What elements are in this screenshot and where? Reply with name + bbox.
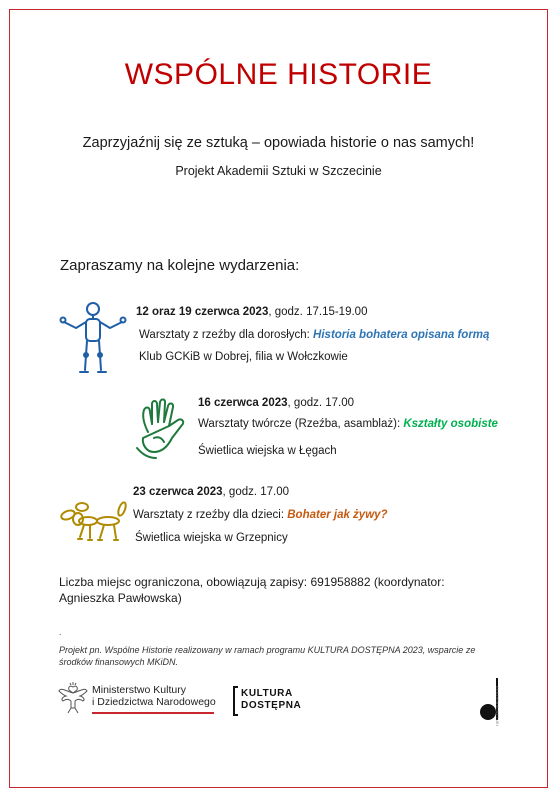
polish-eagle-emblem-icon [58, 681, 88, 715]
event-3-date: 23 czerwca 2023, godz. 17.00 [133, 486, 290, 498]
event-2-place: Świetlica wiejska w Łęgach [198, 445, 337, 457]
poster-subtitle: Zaprzyjaźnij się ze sztuką – opowiada historie o nas samych! [82, 135, 475, 151]
event-1-date: 12 oraz 19 czerwca 2023, godz. 17.15-19.00 [136, 306, 368, 318]
poster-title: WSPÓLNE HISTORIE [124, 58, 433, 91]
akademia-sztuki-logo-text: AKADEMIA SZTUKI [495, 686, 500, 727]
invite-heading: Zapraszamy na kolejne wydarzenia: [60, 257, 300, 274]
event-1-place: Klub GCKiB w Dobrej, filia w Wołczkowie [139, 351, 348, 363]
event-1-workshop: Warsztaty z rzeźby dla dorosłych: Historia bohatera opisana formą [139, 329, 490, 341]
wooden-mannequin-icon [58, 300, 128, 375]
project-line: Projekt Akademii Sztuki w Szczecinie [175, 164, 382, 178]
ministry-logo-bar [92, 712, 214, 714]
funding-footnote: Projekt pn. Wspólne Historie realizowany w ramach programu KULTURA DOSTĘPNA 2023, wsparcie ze środków finansowych MKiDN. [59, 645, 476, 667]
registration-note: Liczba miejsc ograniczona, obowiązują zapisy: 691958882 (koordynator: Agnieszka Pawłowska) [59, 575, 445, 605]
kultura-dostepna-logo-text: KULTURA DOSTĘPNA [241, 688, 302, 711]
event-2-workshop: Warsztaty twórcze (Rzeźba, asamblaż): Kształty osobiste [198, 418, 498, 430]
balloon-dog-icon [58, 497, 130, 545]
hand-print-icon [134, 398, 192, 460]
event-3-workshop: Warsztaty z rzeźby dla dzieci: Bohater jak żywy? [133, 509, 388, 521]
separator-dot: . [59, 627, 62, 637]
ministry-logo-text: Ministerstwo Kultury i Dziedzictwa Narodowego [92, 684, 216, 708]
event-2-date: 16 czerwca 2023, godz. 17.00 [198, 397, 355, 409]
event-3-place: Świetlica wiejska w Grzepnicy [135, 532, 288, 544]
